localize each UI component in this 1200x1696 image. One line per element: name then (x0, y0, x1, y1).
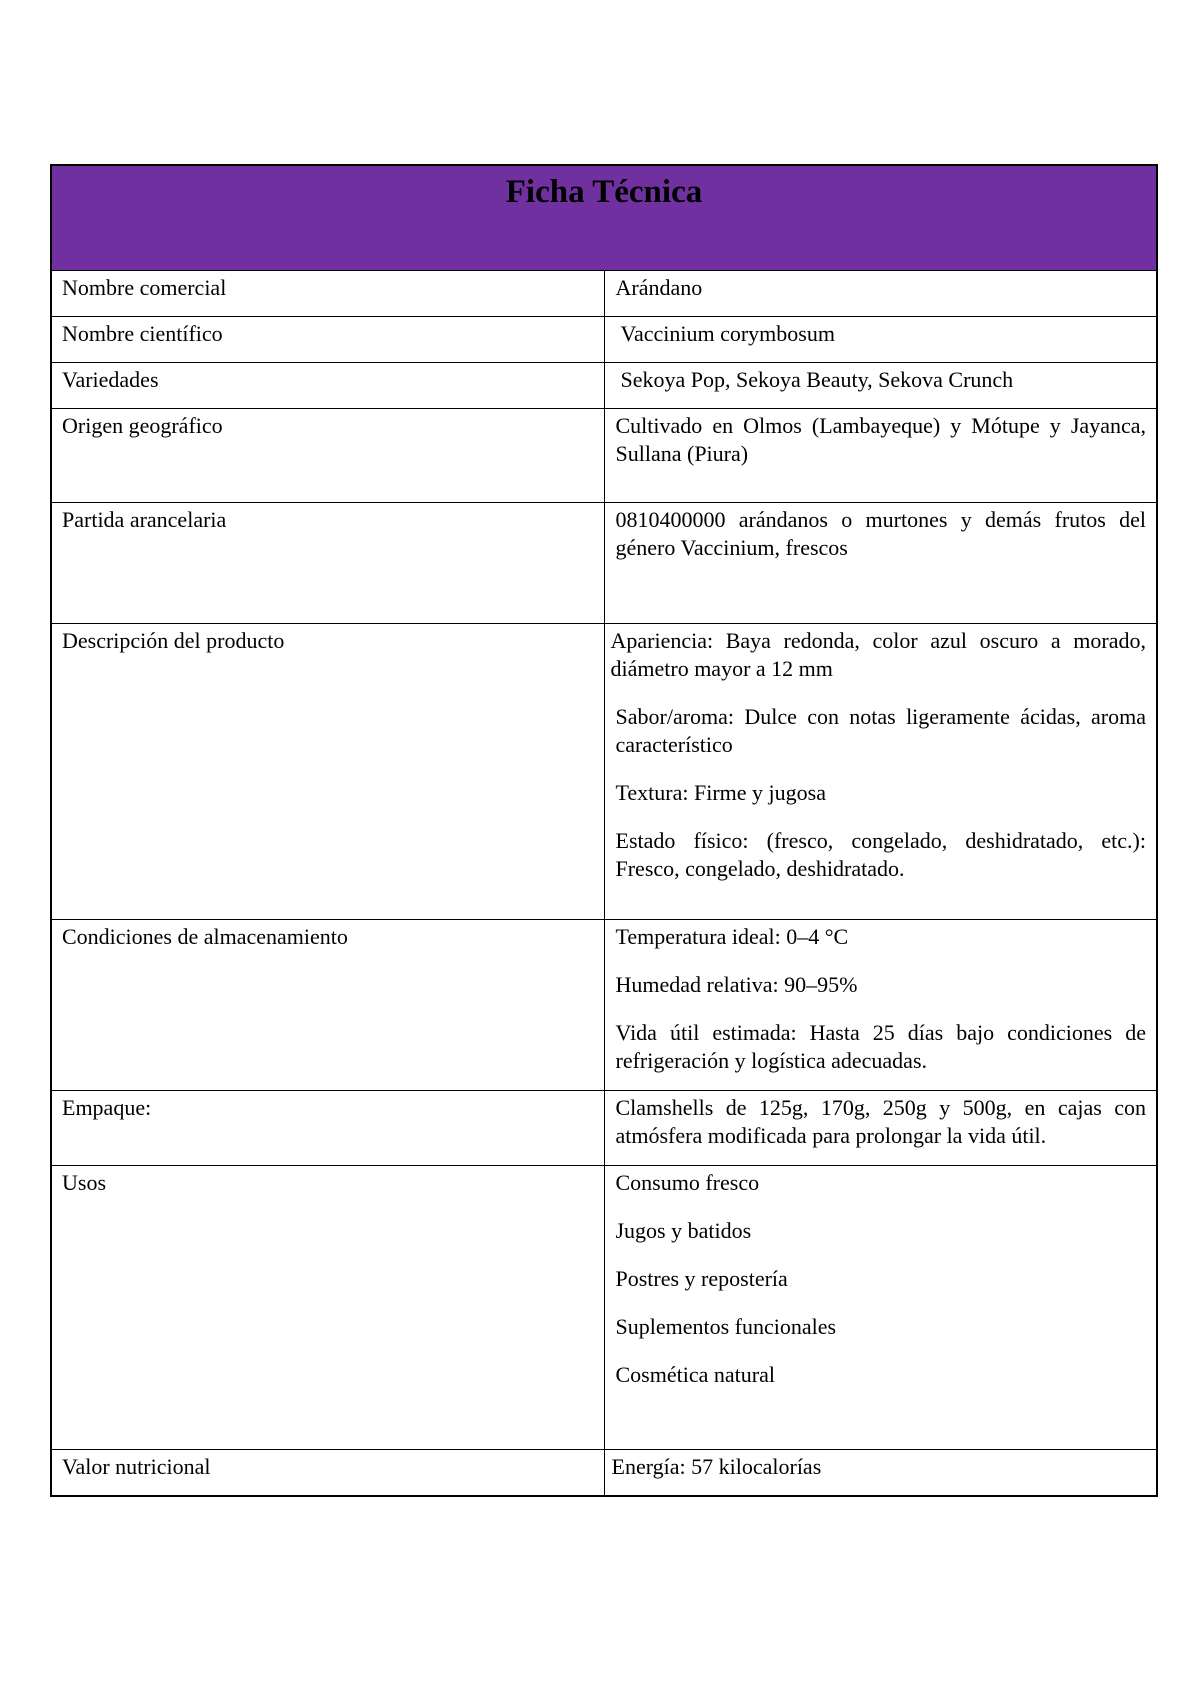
row-value (604, 920, 1157, 1091)
row-value: Arándano (604, 271, 1157, 317)
row-label: Nombre comercial (51, 271, 604, 317)
row-label: Empaque: (51, 1091, 604, 1166)
header-cell (51, 165, 1157, 271)
sheet-title: Ficha Técnica (505, 174, 703, 210)
row-value: Cultivado en Olmos (Lambayeque) y Mótupe y Jayanca, Sullana (Piura) (604, 409, 1157, 503)
technical-sheet-table (50, 164, 1158, 1497)
row-value: 0810400000 arándanos o murtones y demás frutos del género Vaccinium, frescos (604, 503, 1157, 624)
table-row (51, 920, 1157, 1091)
use-item: Consumo fresco (615, 1170, 760, 1195)
table-row (51, 409, 1157, 503)
table-row (51, 1091, 1157, 1166)
row-label: Origen geográfico (51, 409, 604, 503)
table-row (51, 503, 1157, 624)
row-value (604, 624, 1157, 920)
table-row (51, 317, 1157, 363)
table-row (51, 1166, 1157, 1450)
storage-line: Humedad relativa: 90–95% (615, 972, 858, 997)
use-item: Suplementos funcionales (615, 1314, 837, 1339)
use-item: Cosmética natural (615, 1362, 775, 1387)
row-value (604, 1166, 1157, 1450)
description-line: Estado físico: (fresco, congelado, deshidratado, etc.): Fresco, congelado, deshidratado. (615, 828, 1146, 881)
row-label: Partida arancelaria (51, 503, 604, 624)
description-line: Sabor/aroma: Dulce con notas ligeramente ácidas, aroma característico (615, 704, 1146, 757)
description-line: Textura: Firme y jugosa (615, 780, 826, 805)
table-row (51, 363, 1157, 409)
row-value: Sekoya Pop, Sekoya Beauty, Sekova Crunch (604, 363, 1157, 409)
table-row (51, 271, 1157, 317)
storage-line: Temperatura ideal: 0–4 °C (615, 924, 849, 949)
table-row (51, 624, 1157, 920)
row-value: Vaccinium corymbosum (604, 317, 1157, 363)
storage-line: Vida útil estimada: Hasta 25 días bajo condiciones de refrigeración y logística adecuadas. (615, 1020, 1146, 1073)
row-value: Energía: 57 kilocalorías (604, 1450, 1157, 1496)
row-label: Condiciones de almacenamiento (51, 920, 604, 1091)
row-label: Nombre científico (51, 317, 604, 363)
use-item: Postres y repostería (615, 1266, 788, 1291)
row-label: Valor nutricional (51, 1450, 604, 1496)
description-line: Apariencia: Baya redonda, color azul oscuro a morado, diámetro mayor a 12 mm (610, 628, 1146, 681)
table-row (51, 1450, 1157, 1496)
row-value: Clamshells de 125g, 170g, 250g y 500g, en cajas con atmósfera modificada para prolongar la vida útil. (604, 1091, 1157, 1166)
use-item: Jugos y batidos (615, 1218, 752, 1243)
row-label: Variedades (51, 363, 604, 409)
row-label: Usos (51, 1166, 604, 1450)
row-label: Descripción del producto (51, 624, 604, 920)
